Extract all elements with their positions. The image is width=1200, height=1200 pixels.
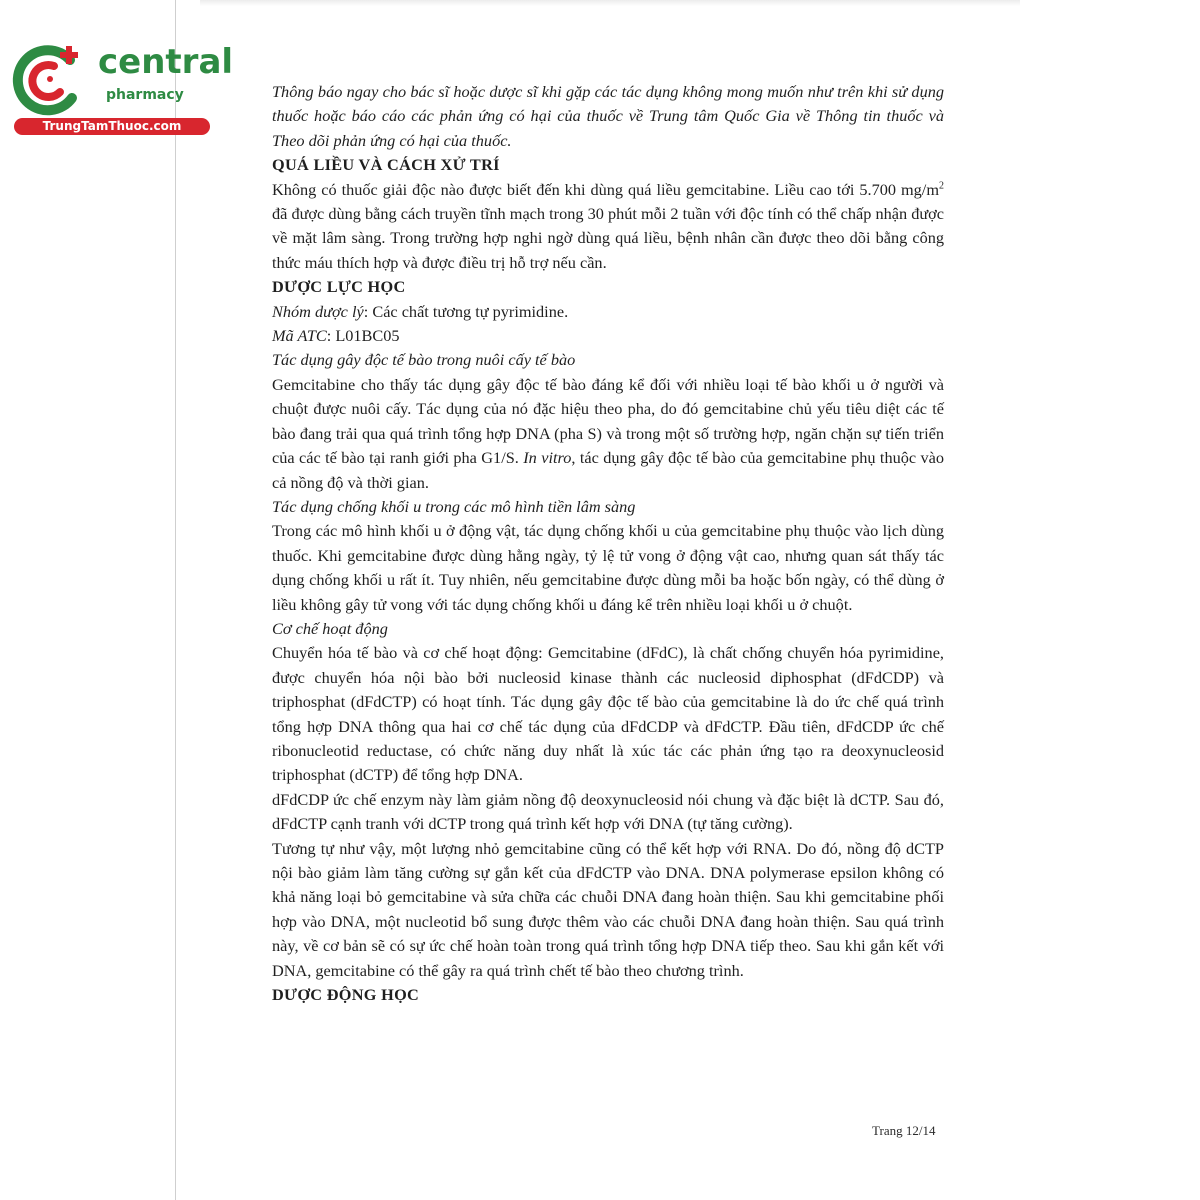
mechanism-paragraph-1: Chuyển hóa tế bào và cơ chế hoạt động: Gemcitabine (dFdC), là chất chống chuyển hóa pyrimidine, được chuyển hóa nội bào bởi nucleosid kinase thành các nucleosid diphosphat (dFdCDP) và triphosphat (dFdCTP) có hoạt tính. Tác dụng gây độc tế bào của gemcitabine là do ức chế quá trình tổng hợp DNA thông qua hai cơ chế tác dụng của dFdCDP và dFdCTP. Đầu tiên, dFdCDP ức chế ribonucleotid reductase, có chức năng duy nhất là xúc tác các phản ứng tạo ra deoxynucleosid triphosphat (dCTP) để tổng hợp DNA.	[272, 643, 944, 785]
in-vitro-term: In vitro	[523, 448, 572, 468]
overdose-text-a: Không có thuốc giải độc nào được biết đến khi dùng quá liều gemcitabine. Liều cao tới 5.700 mg/m	[272, 179, 939, 199]
cytotoxic-subheading: Tác dụng gây độc tế bào trong nuôi cấy tế bào	[272, 350, 576, 370]
atc-code	[272, 324, 944, 348]
logo-site-banner: TrungTamThuoc.com	[14, 118, 210, 135]
scan-left-edge	[175, 0, 176, 1200]
overdose-sup: 2	[939, 180, 944, 192]
mechanism-subheading: Cơ chế hoạt động	[272, 618, 388, 638]
central-logo-icon	[10, 40, 90, 120]
page-number: Trang 12/14	[872, 1123, 936, 1138]
atc-label: Mã ATC	[272, 326, 327, 346]
logo-subtitle: pharmacy	[106, 87, 184, 103]
cytotoxic-text-a: Gemcitabine cho thấy tác dụng gây độc tế bào đáng kể đối với nhiều loại tế bào khối u ở người và chuột được nuôi cấy. Tác dụng của nó đặc hiệu theo pha, do đó gemcitabine chủ yếu tiêu diệt các tế bào đang trải qua quá trình tổng hợp DNA (pha S) và trong một số trường hợp, ngăn chặn sự tiến triển của các tế bào tại ranh giới pha G1/S.	[272, 374, 944, 468]
scan-top-shadow	[200, 0, 1020, 6]
pharmacologic-group	[272, 300, 944, 324]
document-body	[272, 80, 944, 1007]
antitumor-subheading: Tác dụng chống khối u trong các mô hình tiền lâm sàng	[272, 496, 636, 516]
cytotoxic-text-b: , tác dụng gây độc tế bào của gemcitabine phụ thuộc vào cả nồng độ và thời gian.	[272, 448, 945, 492]
group-value: : Các chất tương tự pyrimidine.	[363, 301, 569, 321]
group-label: Nhóm dược lý	[272, 301, 364, 321]
mechanism-paragraph-2: dFdCDP ức chế enzym này làm giảm nồng độ deoxynucleosid nói chung và đặc biệt là dCTP. Sau đó, dFdCTP cạnh tranh với dCTP trong quá trình kết hợp với DNA (tự tăng cường).	[272, 789, 944, 834]
overdose-paragraph	[272, 178, 944, 276]
intro-warning: Thông báo ngay cho bác sĩ hoặc dược sĩ khi gặp các tác dụng không mong muốn như trên khi sử dụng thuốc hoặc báo cáo các phản ứng có hại của thuốc về Trung tâm Quốc Gia về Thông tin thuốc và Theo dõi phản ứng có hại của thuốc.	[272, 82, 944, 150]
overdose-heading: QUÁ LIỀU VÀ CÁCH XỬ TRÍ	[272, 155, 500, 175]
pharmacokinetics-heading: DƯỢC ĐỘNG HỌC	[272, 985, 420, 1005]
logo-brand: central	[98, 42, 234, 82]
cytotoxic-paragraph	[272, 373, 944, 495]
antitumor-paragraph: Trong các mô hình khối u ở động vật, tác dụng chống khối u của gemcitabine phụ thuộc vào lịch dùng thuốc. Khi gemcitabine được dùng hằng ngày, tỷ lệ tử vong ở động vật cao, nhưng quan sát thấy tác dụng chống khối u rất ít. Tuy nhiên, nếu gemcitabine được dùng mỗi ba hoặc bốn ngày, có thể dùng ở liều không gây tử vong với tác dụng chống khối u đáng kể trên nhiều loại khối u ở chuột.	[272, 521, 944, 614]
mechanism-paragraph-3: Tương tự như vậy, một lượng nhỏ gemcitabine cũng có thể kết hợp với RNA. Do đó, nồng độ dCTP nội bào giảm làm tăng cường sự gắn kết của dFdCTP vào DNA. DNA polymerase epsilon không có khả năng loại bỏ gemcitabine và sửa chữa các chuỗi DNA đang hoàn thiện. Sau khi gemcitabine phối hợp vào DNA, một nucleotid bổ sung được thêm vào các chuỗi DNA đang hoàn thiện. Sau quá trình này, về cơ bản sẽ có sự ức chế hoàn toàn trong quá trình tổng hợp DNA tiếp theo. Sau khi gắn kết với DNA, gemcitabine có thể gây ra quá trình chết tế bào theo chương trình.	[272, 838, 944, 980]
atc-value: : L01BC05	[326, 326, 400, 346]
central-pharmacy-logo	[10, 36, 234, 136]
pharmacodynamics-heading: DƯỢC LỰC HỌC	[272, 277, 406, 297]
overdose-text-b: đã được dùng bằng cách truyền tĩnh mạch trong 30 phút mỗi 2 tuần với độc tính có thể chấp nhận được về mặt lâm sàng. Trong trường hợp nghi ngờ dùng quá liều, bệnh nhân cần được theo dõi bằng công thức máu thích hợp và được điều trị hỗ trợ nếu cần.	[272, 204, 944, 272]
